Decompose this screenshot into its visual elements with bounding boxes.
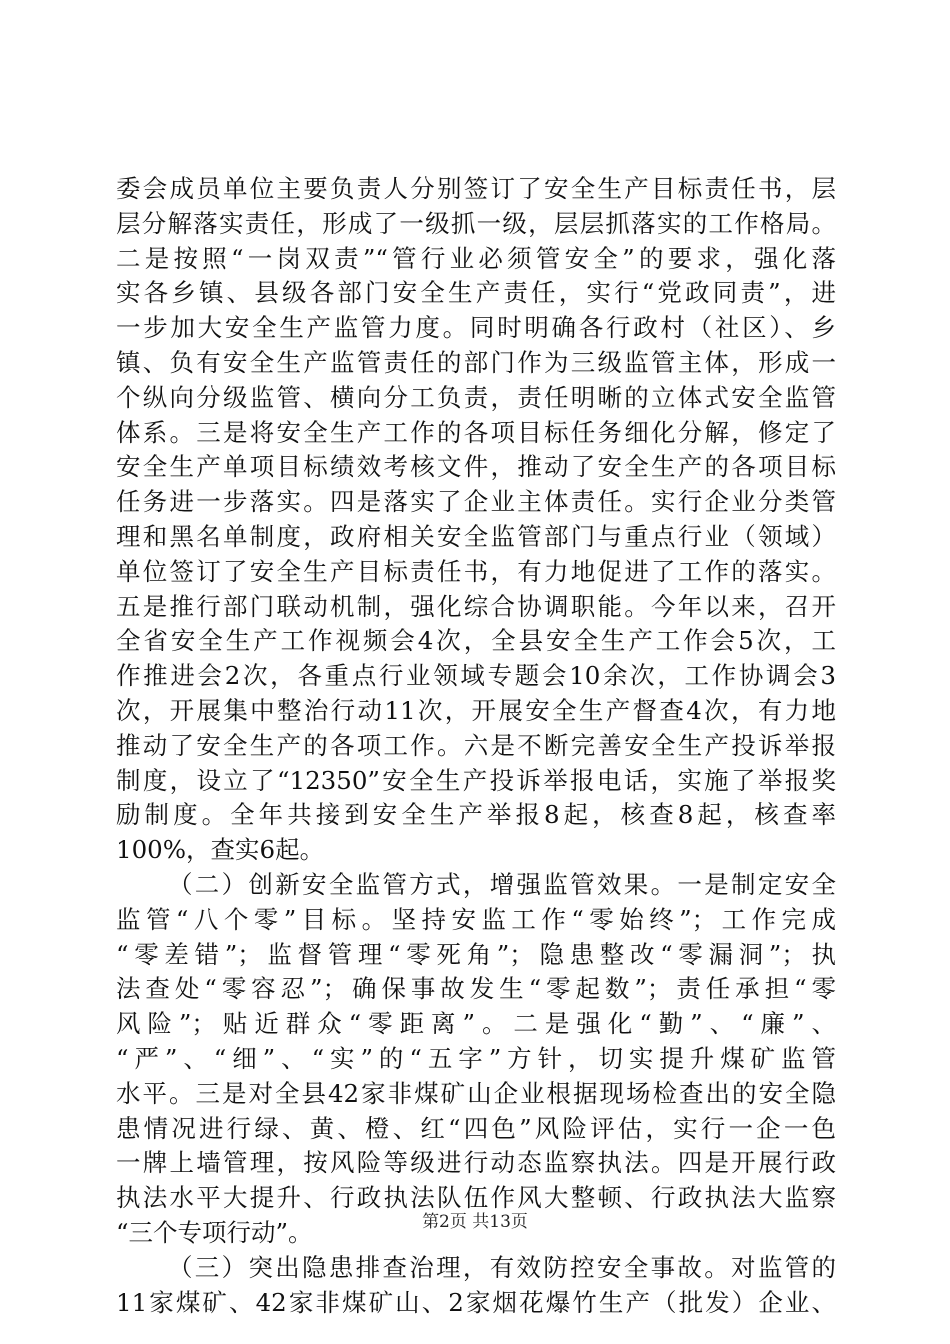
text-line: 安全生产单项目标绩效考核文件，推动了安全生产的各项目标 <box>116 452 836 482</box>
text-line: 患情况进行绿、黄、橙、红“四色”风险评估，实行一企一色 <box>116 1113 836 1143</box>
text-line: 执法水平大提升、行政执法队伍作风大整顿、行政执法大监察 <box>116 1183 836 1213</box>
text-line: 作推进会2次，各重点行业领域专题会10余次，工作协调会3 <box>116 661 836 691</box>
text-line: 风险”；贴近群众“零距离”。二是强化“勤”、“廉”、 <box>116 1009 836 1039</box>
text-line: 五是推行部门联动机制，强化综合协调职能。今年以来，召开 <box>116 591 836 621</box>
text-line: 个纵向分级监管、横向分工负责，责任明晰的立体式安全监管 <box>116 382 836 412</box>
text-line: 单位签订了安全生产目标责任书，有力地促进了工作的落实。 <box>116 556 836 586</box>
text-line: 实各乡镇、县级各部门安全生产责任，实行“党政同责”，进 <box>116 278 836 308</box>
text-line: 镇、负有安全生产监管责任的部门作为三级监管主体，形成一 <box>116 347 836 377</box>
text-line: 任务进一步落实。四是落实了企业主体责任。实行企业分类管 <box>116 487 836 517</box>
text-line: 制度，设立了“12350”安全生产投诉举报电话，实施了举报奖 <box>116 765 836 795</box>
text-line: 一牌上墙管理，按风险等级进行动态监察执法。四是开展行政 <box>116 1148 836 1178</box>
text-line: “零差错”；监督管理“零死角”；隐患整改“零漏洞”；执 <box>116 939 836 969</box>
text-line: 委会成员单位主要负责人分别签订了安全生产目标责任书，层 <box>116 174 836 203</box>
text-line: 励制度。全年共接到安全生产举报8起，核查8起，核查率 <box>116 800 836 830</box>
text-line: 理和黑名单制度，政府相关安全监管部门与重点行业（领域） <box>116 521 836 551</box>
text-line: 体系。三是将安全生产工作的各项目标任务细化分解，修定了 <box>116 417 836 447</box>
text-line: 推动了安全生产的各项工作。六是不断完善安全生产投诉举报 <box>116 730 836 760</box>
text-line: 水平。三是对全县42家非煤矿山企业根据现场检查出的安全隐 <box>116 1078 836 1108</box>
text-line: 100%，查实6起。 <box>116 835 325 865</box>
text-line: 监管“八个零”目标。坚持安监工作“零始终”；工作完成 <box>116 904 836 934</box>
text-line: （二）创新安全监管方式，增强监管效果。一是制定安全 <box>168 869 836 899</box>
text-line: 法查处“零容忍”；确保事故发生“零起数”；责任承担“零 <box>116 974 836 1004</box>
text-line: 全省安全生产工作视频会4次，全县安全生产工作会5次，工 <box>116 626 836 656</box>
page-footer: 第2页 共13页 <box>422 1212 528 1232</box>
text-line: 11家煤矿、42家非煤矿山、2家烟花爆竹生产（批发）企业、 <box>116 1287 836 1317</box>
text-line: 层分解落实责任，形成了一级抓一级，层层抓落实的工作格局。 <box>116 208 836 238</box>
text-line: 次，开展集中整治行动11次，开展安全生产督查4次，有力地 <box>116 695 836 725</box>
text-line: 一步加大安全生产监管力度。同时明确各行政村（社区）、乡 <box>116 313 836 343</box>
text-line: “严”、“细”、“实”的“五字”方针，切实提升煤矿监管 <box>116 1043 836 1073</box>
text-line: “三个专项行动”。 <box>116 1217 313 1247</box>
text-line: （三）突出隐患排查治理，有效防控安全事故。对监管的 <box>168 1252 836 1282</box>
text-line: 二是按照“一岗双责”“管行业必须管安全”的要求，强化落 <box>116 243 836 273</box>
body-text <box>116 172 836 1320</box>
